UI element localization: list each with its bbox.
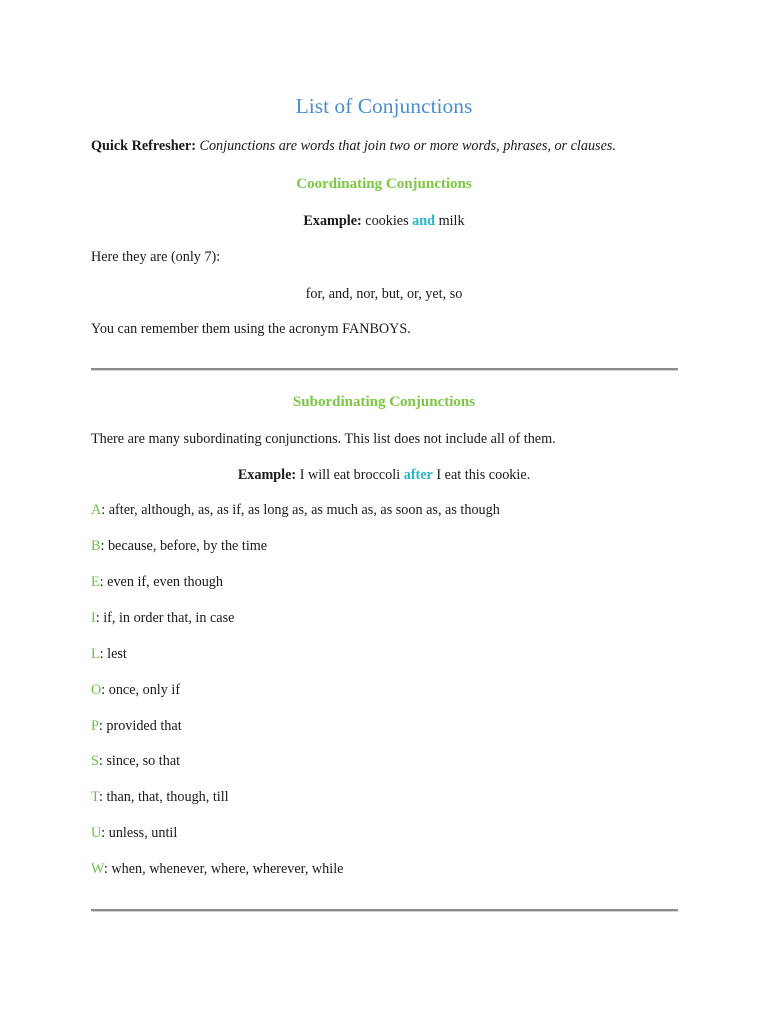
subordinating-example	[0, 465, 768, 485]
coordinating-intro: Here they are (only 7):	[91, 249, 221, 265]
page-title: List of Conjunctions	[295, 94, 473, 118]
list-item	[91, 787, 229, 807]
list-item	[91, 500, 500, 520]
subordinating-example-label: Example:	[237, 467, 297, 483]
letter-i: I	[91, 610, 96, 626]
words-p: : provided that	[98, 718, 182, 734]
coordinating-example-label: Example:	[303, 213, 362, 229]
section-divider	[91, 368, 678, 370]
subordinating-example-before: I will eat broccoli	[299, 467, 401, 483]
list-item	[91, 644, 127, 664]
coordinating-list: for, and, nor, but, or, yet, so	[305, 286, 463, 302]
subordinating-heading: Subordinating Conjunctions	[292, 394, 476, 410]
list-item	[91, 751, 180, 771]
letter-b: B	[91, 538, 101, 554]
coordinating-example-highlight: and	[412, 213, 436, 229]
letter-t: T	[91, 789, 99, 805]
quick-refresher	[91, 136, 616, 156]
refresher-label: Quick Refresher:	[91, 138, 196, 154]
words-a: : after, although, as, as if, as long as, as much as, as soon as, as though	[101, 502, 500, 518]
refresher-text: Conjunctions are words that join two or more words, phrases, or clauses.	[199, 138, 616, 154]
list-item	[91, 536, 267, 556]
list-item	[91, 823, 177, 843]
letter-u: U	[91, 825, 102, 841]
letter-a: A	[91, 502, 102, 518]
letter-l: L	[91, 646, 100, 662]
letter-e: E	[91, 574, 100, 590]
coordinating-example-after: milk	[438, 213, 465, 229]
words-u: : unless, until	[101, 825, 178, 841]
section-divider	[91, 909, 678, 911]
letter-s: S	[91, 753, 99, 769]
list-item	[91, 608, 234, 628]
words-l: : lest	[99, 646, 127, 662]
words-o: : once, only if	[101, 682, 181, 698]
list-item	[91, 680, 180, 700]
coordinating-example	[0, 211, 768, 231]
words-s: : since, so that	[98, 753, 181, 769]
coordinating-heading: Coordinating Conjunctions	[296, 176, 472, 192]
coordinating-example-before: cookies	[365, 213, 409, 229]
letter-o: O	[91, 682, 102, 698]
words-b: : because, before, by the time	[100, 538, 268, 554]
letter-p: P	[91, 718, 99, 734]
subordinating-example-highlight: after	[403, 467, 433, 483]
subordinating-example-after: I eat this cookie.	[436, 467, 531, 483]
words-i: : if, in order that, in case	[95, 610, 235, 626]
subordinating-intro: There are many subordinating conjunctions. This list does not include all of them.	[91, 431, 556, 447]
list-item	[91, 572, 223, 592]
words-w: : when, whenever, where, wherever, while	[103, 861, 344, 877]
letter-w: W	[91, 861, 104, 877]
list-item	[91, 716, 182, 736]
list-item	[91, 859, 343, 879]
words-e: : even if, even though	[99, 574, 223, 590]
words-t: : than, that, though, till	[98, 789, 229, 805]
fanboys-note: You can remember them using the acronym FANBOYS.	[91, 321, 411, 337]
